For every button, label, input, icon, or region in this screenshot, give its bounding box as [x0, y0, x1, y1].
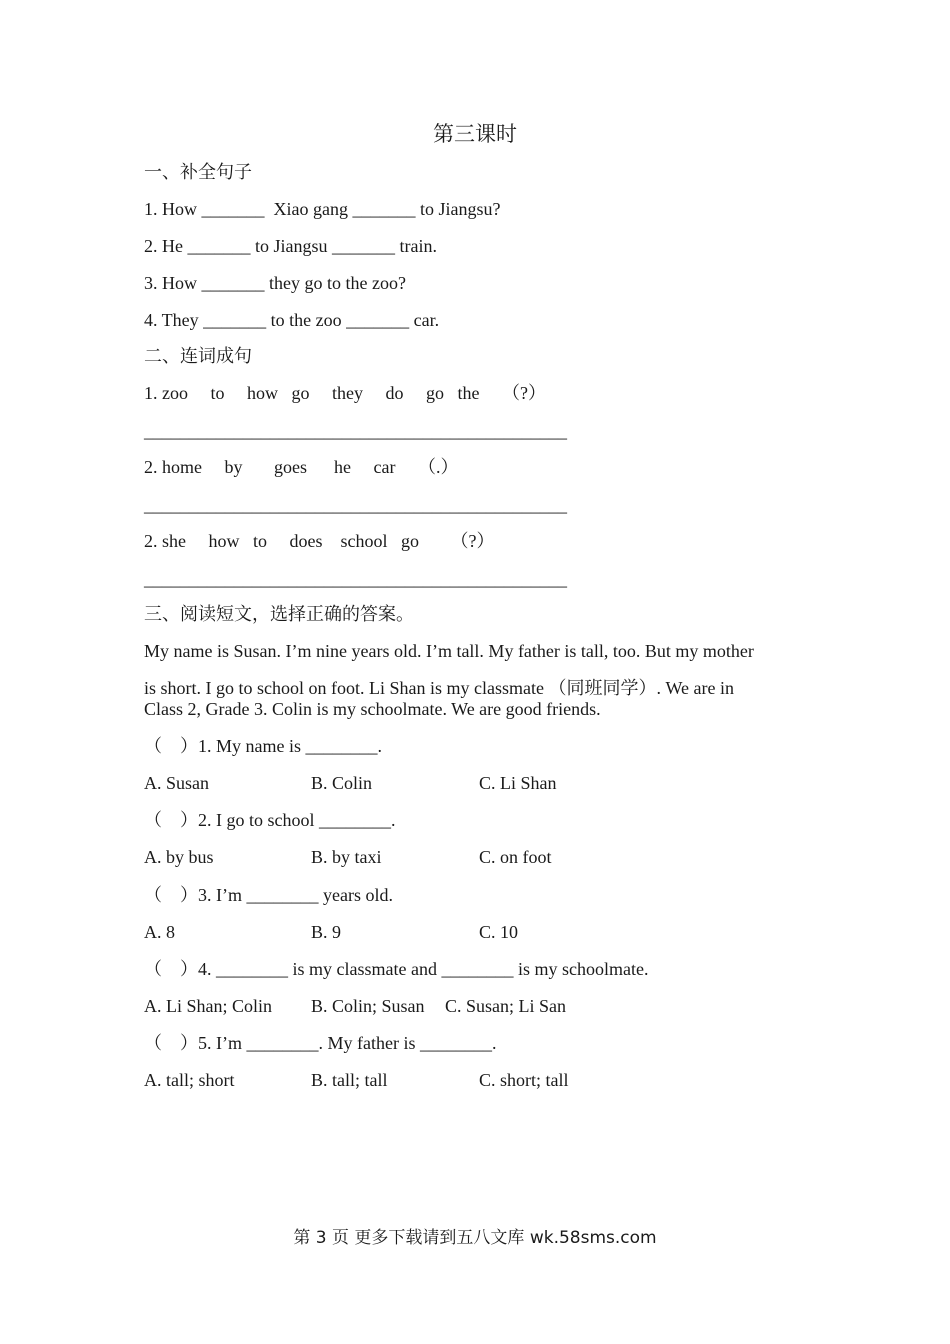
option-b: B. 9 — [311, 922, 342, 942]
option-b: B. tall; tall — [311, 1070, 388, 1090]
fill-sentence-4: 4. They _______ to the zoo _______ car. — [144, 310, 440, 330]
page-footer: 第 3 页 更多下载请到五八文库 wk.58sms.com — [293, 1228, 657, 1248]
option-c: C. Susan; Li San — [445, 996, 567, 1016]
section-heading-2: 二、连词成句 — [144, 346, 252, 366]
question-1: （ ）1. My name is ________. — [144, 736, 382, 756]
section-heading-3: 三、阅读短文，选择正确的答案。 — [144, 604, 414, 624]
option-c: C. 10 — [479, 922, 519, 942]
section-heading-1: 一、补全句子 — [144, 162, 252, 182]
word-order-item-3: 2. she how to does school go （?） — [144, 531, 495, 551]
fill-sentence-2: 2. He _______ to Jiangsu _______ train. — [144, 236, 437, 256]
option-c: C. Li Shan — [479, 773, 557, 793]
page-title: 第三课时 — [433, 122, 517, 146]
passage-line-1: My name is Susan. I’m nine years old. I’m tall. My father is tall, too. But my mother — [144, 641, 754, 661]
question-3: （ ）3. I’m ________ years old. — [144, 885, 393, 905]
word-order-item-2: 2. home by goes he car （.） — [144, 457, 459, 477]
answer-line: _______________________________________________ — [144, 569, 567, 589]
question-5: （ ）5. I’m ________. My father is ________. — [144, 1033, 497, 1053]
fill-sentence-1: 1. How _______ Xiao gang _______ to Jiangsu? — [144, 199, 501, 219]
word-order-item-1: 1. zoo to how go they do go the （?） — [144, 383, 546, 403]
option-a: A. by bus — [144, 847, 214, 867]
answer-line: _______________________________________________ — [144, 495, 567, 515]
option-b: B. Colin; Susan — [311, 996, 425, 1016]
option-a: A. tall; short — [144, 1070, 235, 1090]
fill-sentence-3: 3. How _______ they go to the zoo? — [144, 273, 406, 293]
option-a: A. 8 — [144, 922, 175, 942]
option-b: B. Colin — [311, 773, 373, 793]
passage-line-3: Class 2, Grade 3. Colin is my schoolmate. We are good friends. — [144, 699, 601, 719]
option-c: C. short; tall — [479, 1070, 569, 1090]
option-a: A. Susan — [144, 773, 210, 793]
option-a: A. Li Shan; Colin — [144, 996, 273, 1016]
question-2: （ ）2. I go to school ________. — [144, 810, 396, 830]
option-c: C. on foot — [479, 847, 552, 867]
answer-line: _______________________________________________ — [144, 421, 567, 441]
option-b: B. by taxi — [311, 847, 382, 867]
passage-line-2: is short. I go to school on foot. Li Shan is my classmate （同班同学）. We are in — [144, 678, 734, 698]
question-4: （ ）4. ________ is my classmate and ________ is my schoolmate. — [144, 959, 649, 979]
